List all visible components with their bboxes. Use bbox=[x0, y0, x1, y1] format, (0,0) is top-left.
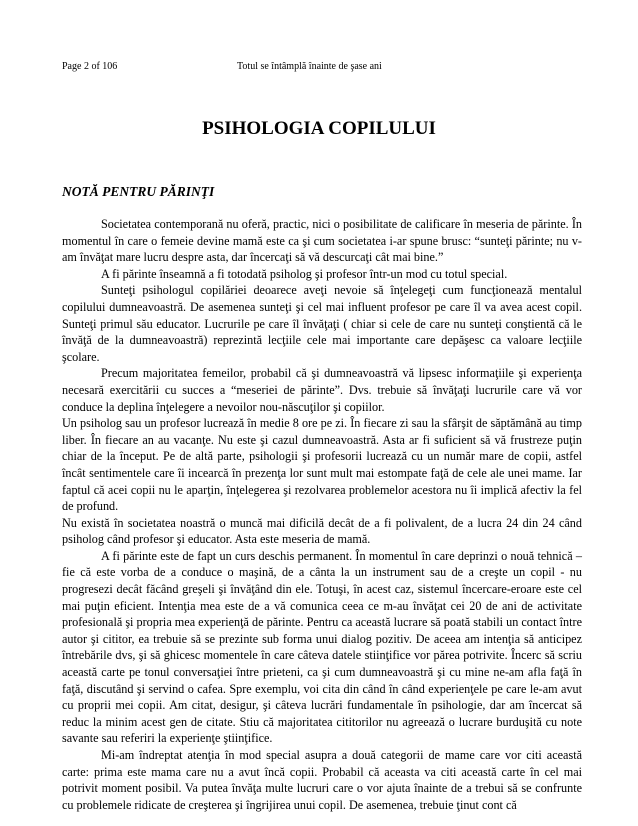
paragraph: A fi părinte este de fapt un curs deschis permanent. În momentul în care deprinzi o nouă tehnică – fie că este vorba de a conduce o maşină, de a cânta la un instrument sau de a creşte un copil - nu progresezi decât făcând greşeli şi învăţând din ele. Totuşi, în acest caz, sistemul încercare-eroare este cel mai puţin eficient. Intenţia mea este de a vă comunica ceea ce m-au învăţat cei 20 de ani de activitate profesională şi propria mea experienţă de părinte. Pentru ca această lucrare să poată stabili un contact între autor şi cititor, ea trebuie să se prezinte sub forma unui dialog pozitiv. De aceea am intenţia să anticipez întrebările dvs, şi să ghicesc momentele în care câteva datele stiinţifice vor părea potrivite. Încerc să scriu această carte pe tonul conversaţiei între prieteni, ca şi cum dumneavoastră şi cu mine ne-am afla faţă în faţă, discutând şi servind o cafea. Spre exemplu, voi cita din când în când experienţele pe care le-am avut cu proprii mei copii. Am citat, desigur, şi câteva lucrări fundamentale în psihologie, dar am încercat să reduc la minim acest gen de citate. Stiu că majoritatea cititorilor nu agreează o lucrare burduşită cu note savante sau referiri la experienţe ştiinţifice. bbox=[62, 548, 582, 746]
paragraph: Societatea contemporană nu oferă, practic, nici o posibilitate de calificare în meseria de părinte. În momentul în care o femeie devine mamă este ca şi cum societatea i-ar spune brusc: “sunteţi părinte; nu v-am învăţat mare lucru despre asta, dar încercaţi să vă descurcaţi cât mai bine.” bbox=[62, 217, 582, 265]
paragraph: A fi părinte înseamnă a fi totodată psiholog şi profesor într-un mod cu totul special. bbox=[101, 266, 508, 281]
document-title: PSIHOLOGIA COPILULUI bbox=[202, 118, 436, 139]
paragraph: Un psiholog sau un profesor lucrează în medie 8 ore pe zi. În fiecare zi sau la sfârşit de săptămână au timp liber. În fiecare an au vacanţe. Nu este şi cazul dumneavoastră. Asta ar fi suficient să vă frustreze puţin chiar de la început. Pe de altă parte, psihologii şi profesorii lucrează cu un număr mare de copii, astfel încât sentimentele care îi incearcă în prezenţa lor sunt mult mai estompate faţă de cele ale unei mame. Iar faptul că acei copii nu le aparţin, înţelegerea şi rezolvarea problemelor acestora nu îi implică afectiv la fel de profund. bbox=[62, 416, 582, 514]
page-number: Page 2 of 106 bbox=[62, 61, 118, 72]
document-body bbox=[62, 216, 582, 813]
paragraph: Mi-am îndreptat atenţia în mod special asupra a două categorii de mame care vor citi această carte: prima este mama care nu a avut încă copii. Probabil că aceasta va citi această carte în cel mai potrivit moment posibil. Va putea învăţa multe lucruri care o vor ajuta înainte de a trebui să se confrunte cu problemele ridicate de creşterea şi îngrijirea unui copil. De asemenea, trebuie ţinut cont că bbox=[62, 748, 582, 812]
running-title: Totul se întâmplă înainte de şase ani bbox=[237, 61, 382, 72]
section-heading: NOTĂ PENTRU PĂRINŢI bbox=[62, 184, 215, 199]
paragraph: Precum majoritatea femeilor, probabil că şi dumneavoastră vă lipsesc informaţiile şi experienţa necesară exercitării cu succes a “meseriei de părinte”. Dvs. trebuie să învăţaţi lucrurile care vă vor conduce la deplina înţelegere a nevoilor nou-născuţilor şi copiilor. bbox=[62, 366, 582, 414]
paragraph: Nu există în societatea noastră o muncă mai dificilă decât de a fi polivalent, de a lucra 24 din 24 când psiholog când profesor şi educator. Asta este meseria de mamă. bbox=[62, 515, 582, 547]
paragraph: Sunteţi psihologul copilăriei deoarece aveţi nevoie să înţelegeţi cum funcţionează mentalul copilului dumneavoastră. De asemenea sunteţi şi cel mai influent profesor pe care îl va avea acest copil. Sunteţi primul său educator. Lucrurile pe care îl învăţaţi ( chiar si cele de care nu sunteţi conştientă că le învăţă de la dumneavoastră) reprezintă lecţiile cele mai importante care depăşesc ca valoare lecţiile şcolare. bbox=[62, 283, 582, 364]
